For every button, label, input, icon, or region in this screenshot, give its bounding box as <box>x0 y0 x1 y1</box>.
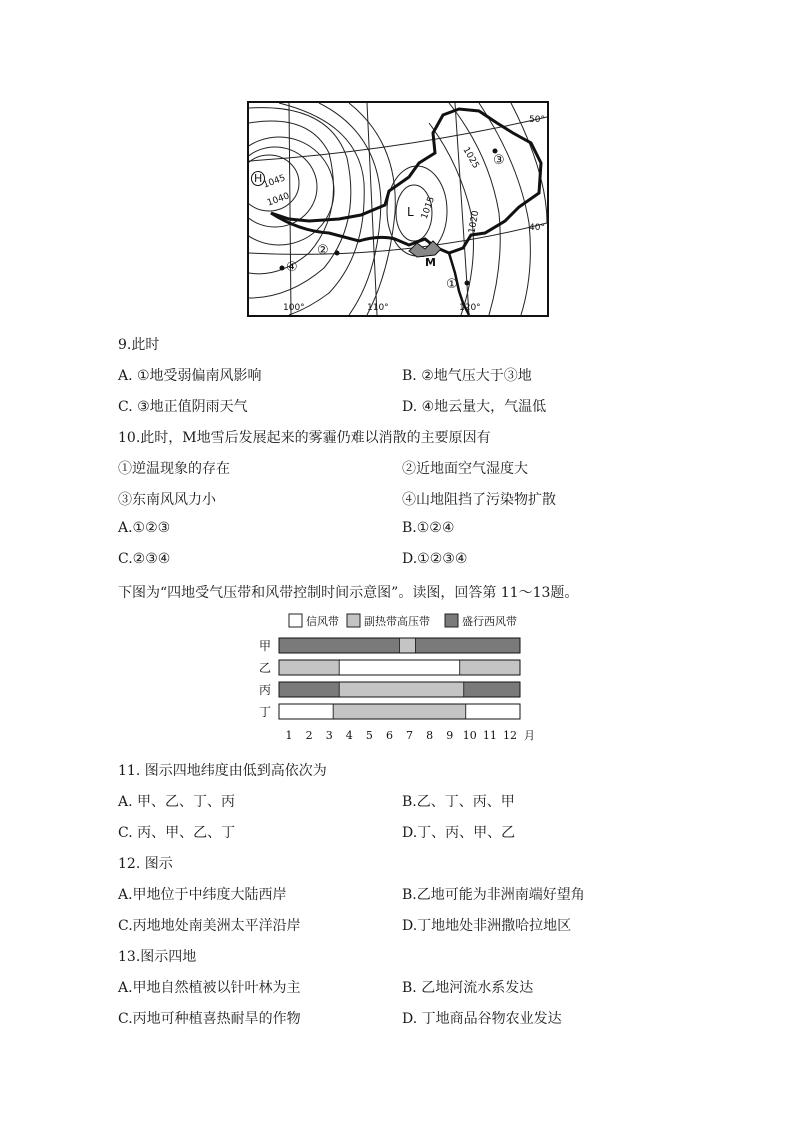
q10-statement-3: ③东南风风力小 <box>118 492 216 508</box>
month-tick-11: 11 <box>482 729 497 742</box>
q11-stem: 11. 图示四地纬度由低到高依次为 <box>118 763 327 779</box>
row-4-segment-3 <box>466 704 520 719</box>
q12-option-a[interactable]: A.甲地位于中纬度大陆西岸 <box>118 887 287 903</box>
lon-120-label: 120° <box>459 303 481 313</box>
q11-option-c[interactable]: C. 丙、甲、乙、丁 <box>118 825 236 841</box>
row-2-segment-1 <box>279 660 339 675</box>
isobar-map <box>247 101 549 317</box>
q13-option-d[interactable]: D. 丁地商品谷物农业发达 <box>402 1011 562 1027</box>
q12-option-b[interactable]: B.乙地可能为非洲南端好望角 <box>402 887 585 903</box>
row-4-segment-1 <box>279 704 333 719</box>
month-tick-1: 1 <box>285 729 293 742</box>
row-3-segment-3 <box>464 682 520 697</box>
lon-100-label: 100° <box>283 303 305 313</box>
row-1-segment-3 <box>416 638 520 653</box>
month-tick-9: 9 <box>446 729 454 742</box>
q12-option-c[interactable]: C.丙地地处南美洲太平洋沿岸 <box>118 918 301 934</box>
row-2-segment-3 <box>460 660 520 675</box>
point4-label: ④ <box>286 260 298 275</box>
legend-swatch-2 <box>347 614 360 627</box>
month-tick-8: 8 <box>426 729 434 742</box>
row-label-1: 甲 <box>259 639 272 653</box>
month-tick-2: 2 <box>305 729 313 742</box>
row-label-3: 丙 <box>259 683 272 697</box>
high-pressure-label: H <box>251 171 265 186</box>
isobar-1040 <box>249 147 317 227</box>
isobar-1040-label: 1040 <box>265 191 291 209</box>
q11-option-a[interactable]: A. 甲、乙、丁、丙 <box>118 794 236 810</box>
point2-label: ② <box>317 243 329 258</box>
legend-label-1: 信风带 <box>306 615 339 628</box>
row-3-segment-1 <box>279 682 339 697</box>
point3-label: ③ <box>493 153 505 168</box>
row-1-segment-1 <box>279 638 400 653</box>
lon-110-label: 110° <box>367 303 389 313</box>
q10-option-d[interactable]: D.①②③④ <box>402 551 468 567</box>
q10-statement-2: ②近地面空气湿度大 <box>402 461 528 477</box>
q10-statement-4: ④山地阻挡了污染物扩散 <box>402 492 556 508</box>
month-tick-7: 7 <box>406 729 414 742</box>
point-m-label: M <box>425 256 436 269</box>
row-label-2: 乙 <box>259 661 272 675</box>
belt-control-chart-svg <box>255 608 545 748</box>
isobar-1015-label: 1015 <box>419 195 438 221</box>
q10-option-b[interactable]: B.①②④ <box>402 520 455 536</box>
month-tick-5: 5 <box>365 729 373 742</box>
row-4-segment-2 <box>333 704 466 719</box>
figure-intro: 下图为“四地受气压带和风带控制时间示意图”。读图，回答第 11～13题。 <box>118 585 579 601</box>
row-label-4: 丁 <box>259 705 272 719</box>
q10-option-a[interactable]: A.①②③ <box>118 520 171 536</box>
q9-option-c[interactable]: C. ③地正值阴雨天气 <box>118 399 248 415</box>
row-3-segment-2 <box>339 682 464 697</box>
row-1-segment-2 <box>400 638 416 653</box>
legend-swatch-1 <box>289 614 302 627</box>
isobar-1025-label: 1025 <box>460 145 481 171</box>
low-pressure-label: L <box>407 205 414 219</box>
legend-label-2: 副热带高压带 <box>364 615 430 628</box>
legend-label-3: 盛行西风带 <box>462 615 517 628</box>
q9-option-a[interactable]: A. ①地受弱偏南风影响 <box>118 368 262 384</box>
q11-option-d[interactable]: D.丁、丙、甲、乙 <box>402 825 516 841</box>
month-tick-10: 10 <box>462 729 477 742</box>
q9-option-d[interactable]: D. ④地云量大，气温低 <box>402 399 547 415</box>
legend-swatch-3 <box>445 614 458 627</box>
q9-stem: 9.此时 <box>118 337 160 353</box>
month-tick-4: 4 <box>345 729 353 742</box>
lat-50-label: 50° <box>529 115 545 125</box>
q9-option-b[interactable]: B. ②地气压大于③地 <box>402 368 532 384</box>
q13-option-a[interactable]: A.甲地自然植被以针叶林为主 <box>118 980 301 996</box>
point1-label: ① <box>446 277 458 292</box>
isobar-1020-label: 1020 <box>467 209 482 235</box>
isobar-1045-label: 1045 <box>261 173 287 191</box>
q13-stem: 13.图示四地 <box>118 949 197 965</box>
point1-dot <box>465 281 470 286</box>
month-tick-6: 6 <box>385 729 393 742</box>
row-2-segment-2 <box>339 660 460 675</box>
longitude-100-line <box>289 103 291 315</box>
q10-stem: 10.此时，M地雪后发展起来的雾霾仍难以消散的主要原因有 <box>118 430 491 446</box>
q10-statement-1: ①逆温现象的存在 <box>118 461 230 477</box>
point4-dot <box>280 266 285 271</box>
q12-option-d[interactable]: D.丁地地处非洲撒哈拉地区 <box>402 918 572 934</box>
lat-40-label: 40° <box>529 223 545 233</box>
q13-option-c[interactable]: C.丙地可种植喜热耐旱的作物 <box>118 1011 301 1027</box>
point2-dot <box>335 251 340 256</box>
isobar-map-drawing <box>249 103 547 315</box>
q10-option-c[interactable]: C.②③④ <box>118 551 171 567</box>
q12-stem: 12. 图示 <box>118 856 173 872</box>
q13-option-b[interactable]: B. 乙地河流水系发达 <box>402 980 534 996</box>
q11-option-b[interactable]: B.乙、丁、丙、甲 <box>402 794 515 810</box>
x-axis-unit-label: 月 <box>524 729 535 742</box>
month-tick-12: 12 <box>502 729 517 742</box>
belt-control-chart <box>255 608 545 748</box>
month-tick-3: 3 <box>325 729 333 742</box>
